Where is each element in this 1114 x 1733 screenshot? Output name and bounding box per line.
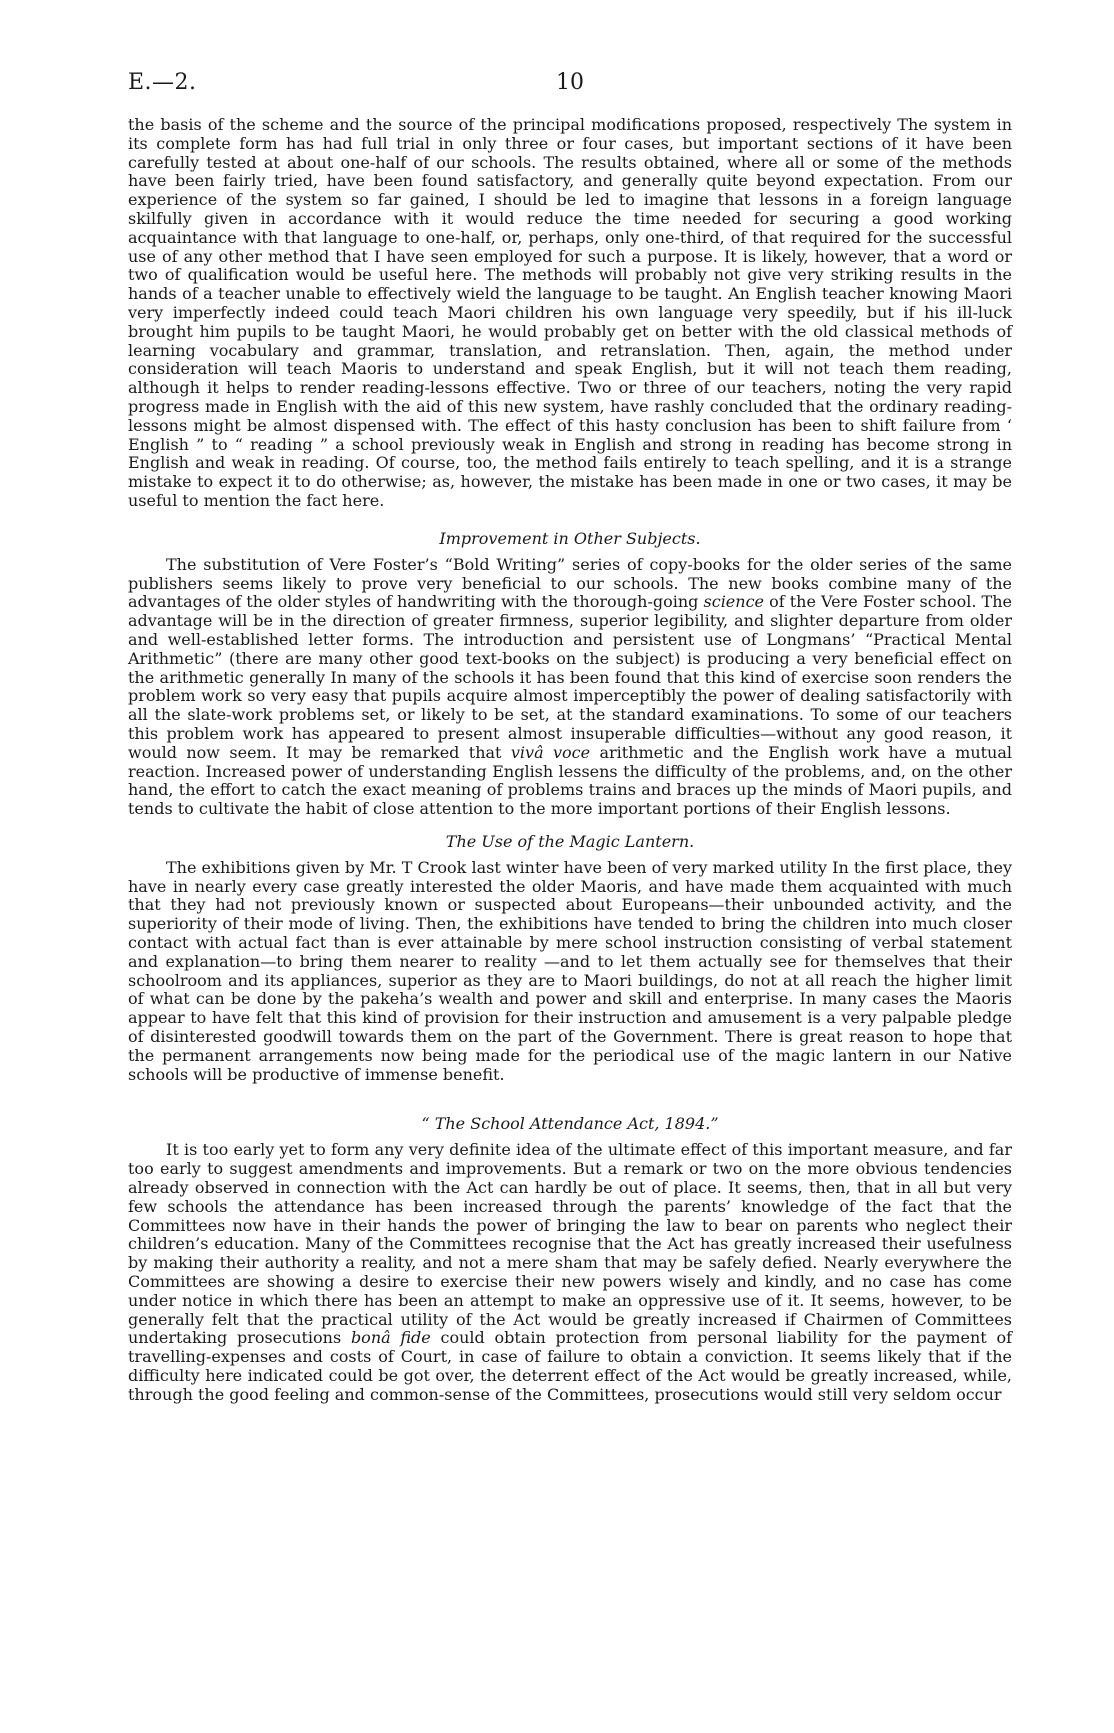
italic-term: bonâ fide <box>350 1328 431 1348</box>
heading-other-subjects: Improvement in Other Subjects. <box>439 528 701 548</box>
document-reference: E.—2. <box>128 70 197 95</box>
paragraph-magic-lantern: The exhibitions given by Mr. T Crook last winter have been of very marked utility In the first place, they have in nearly every case greatly interested the older Maoris, and have made them acquainted with much that they had not previously known or suspected about Europeans—their unbounded activity, and the superiority of their mode of living. Then, the exhibitions have tended to bring the children into much closer contact with actual fact than is ever attainable by mere school instruction consisting of verbal statement and explanation—to bring them nearer to reality —and to let them actually see for themselves that their schoolroom and its appliances, superior as they are to Maori buildings, do not at all reach the higher limit of what can be done by the pakeha’s wealth and power and skill and enterprise. In many cases the Maoris appear to have felt that this kind of provision for their instruction and amusement is a very palpable pledge of disinterested goodwill towards them on the part of the Government. There is great reason to hope that the permanent arrangements now being made for the periodical use of the magic lantern in our Native schools will be productive of immense benefit. <box>128 857 1012 1084</box>
italic-term: science <box>703 592 765 612</box>
text-span: It is too early yet to form any very definite idea of the ultimate effect of this important measure, and far too early to suggest amendments and improvements. But a remark or two on the more obvious tendencies already observed in connection with the Act can hardly be out of place. It seems, then, that in all but very few schools the attendance has been increased through the parents’ knowledge of the fact that the Committees now have in their hands the power of bringing the law to bear on parents who neglect their children’s education. Many of the Committees recognise that the Act has greatly increased their usefulness by making their authority a reality, and not a mere sham that may be safely defied. Nearly everywhere the Committees are showing a desire to exercise their new powers wisely and kindly, and no case has come under notice in which there has been an attempt to make an oppressive use of it. It seems, however, to be generally felt that the practical utility of the Act would be greatly increased if Chairmen of Committees undertaking prosecutions <box>128 1140 1012 1348</box>
text-span: could obtain protection from personal liability for the payment of travelling-expenses and costs of Court, in case of failure to obtain a conviction. It seems likely that if the difficulty here indicated could be got over, the deterrent effect of the Act would be greatly increased, while, through the good feeling and common-sense of the Committees, prosecutions would still very seldom occur <box>128 1328 1013 1404</box>
paragraph-attendance-act <box>128 1141 1012 1404</box>
text-span: The substitution of Vere Foster’s “Bold Writing” series of copy-books for the older series of the same publishers seems likely to prove very beneficial to our schools. The new books combine many of the advantages of the older styles of handwriting with the thorough-going <box>128 554 1012 612</box>
heading-attendance-act: “ The School Attendance Act, 1894.” <box>421 1114 719 1134</box>
text-span: arithmetic and the English work have a mutual reaction. Increased power of understanding English lessens the difficulty of the problems, and, on the other hand, the effort to catch the exact meaning of problems trains and braces up the minds of Maori pupils, and tends to cultivate the habit of close attention to the more important portions of their English lessons. <box>128 742 1013 819</box>
page-number: 10 <box>556 70 584 95</box>
italic-term: vivâ voce <box>510 742 591 762</box>
paragraph-other-subjects <box>128 556 1012 819</box>
heading-magic-lantern: The Use of the Magic Lantern. <box>445 831 695 851</box>
text-span: of the Vere Foster school. The advantage will be in the direction of greater firmness, superior legibility, and slighter departure from older and well-established letter forms. The introduction and persistent use of Longmans’ “Practical Mental Arithmetic” (there are many other good text-books on the subject) is producing a very beneficial effect on the arithmetic generally In many of the schools it has been found that this kind of exercise soon renders the problem work so very easy that pupils acquire almost imperceptibly the power of dealing satisfactorily with all the slate-work problems set, or likely to be set, at the standard examinations. To some of our teachers this problem work has appeared to present almost insuperable difficulties—without any good reason, it would now seem. It may be remarked that <box>128 592 1013 762</box>
document-body <box>128 116 1012 1405</box>
page-header <box>128 70 1012 100</box>
intro-paragraph: the basis of the scheme and the source of the principal modifications proposed, respectively The system in its complete form has had full trial in only three or four cases, but important sections of it have been carefully tested at about one-half of our schools. The results obtained, where all or some of the methods have been fairly tried, have been found satisfactory, and generally quite beyond expectation. From our experience of the system so far gained, I should be led to imagine that lessons in a foreign language skilfully given in accordance with it would reduce the time needed for securing a good working acquaintance with that language to one-half, or, perhaps, only one-third, of that required for the successful use of any other method that I have seen employed for such a purpose. It is likely, however, that a word or two of qualification would be useful here. The methods will probably not give very striking results in the hands of a teacher unable to effectively wield the language to be taught. An English teacher knowing Maori very imperfectly indeed could teach Maori children his own language very speedily, but if his ill-luck brought him pupils to be taught Maori, he would probably get on better with the old classical methods of learning vocabulary and grammar, translation, and retranslation. Then, again, the method under consideration will teach Maoris to understand and speak English, but it will not teach them reading, although it helps to render reading-lessons effective. Two or three of our teachers, noting the very rapid progress made in English with the aid of this new system, have rashly concluded that the ordinary reading-lessons might be almost dispensed with. The effect of this hasty conclusion has been to shift failure from ‘ English ” to “ reading ” a school previously weak in English and strong in reading has become strong in English and weak in reading. Of course, too, the method fails entirely to teach spelling, and it is a strange mistake to expect it to do otherwise; as, however, the mistake has been made in one or two cases, it may be useful to mention the fact here. <box>128 115 1012 510</box>
